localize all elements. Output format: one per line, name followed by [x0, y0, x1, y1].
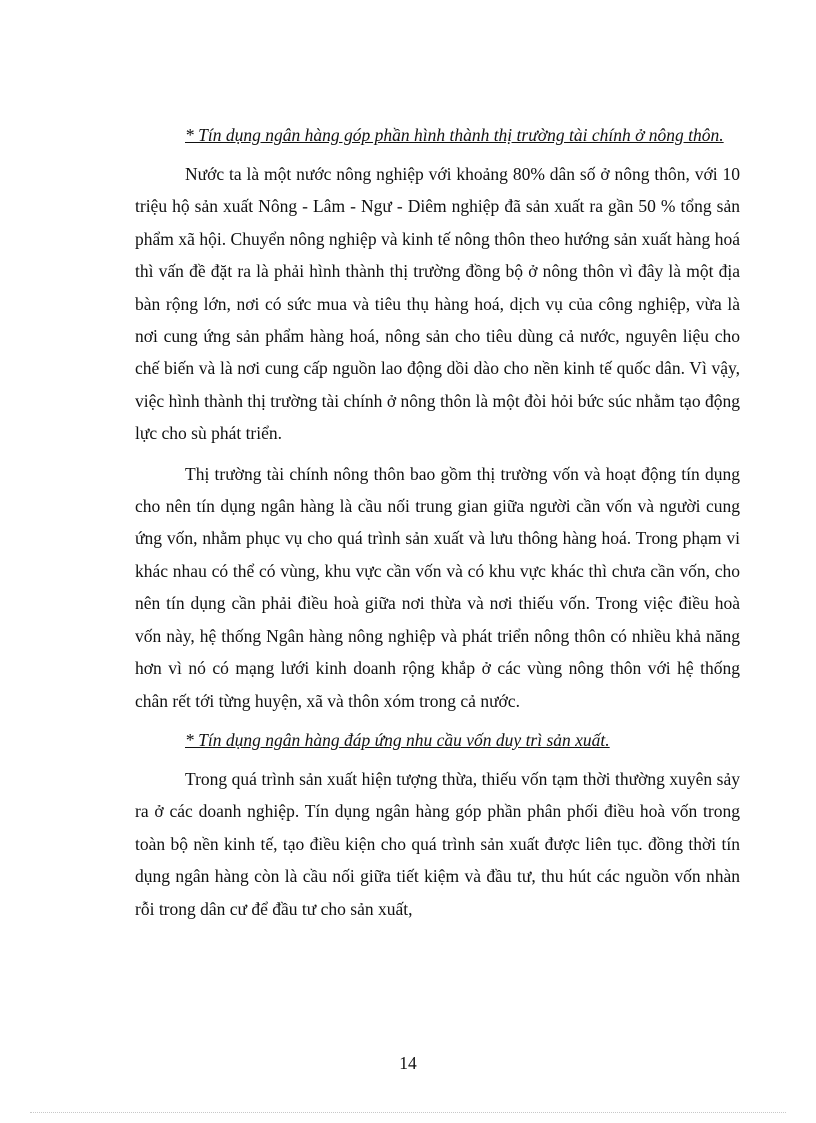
body-paragraph: Nước ta là một nước nông nghiệp với khoảng 80% dân số ở nông thôn, với 10 triệu hộ sản xuất Nông - Lâm - Ngư - Diêm nghiệp đã sản xuất ra gần 50 % tổng sản phẩm xã hội. Chuyển nông nghiệp và kinh tế nông thôn theo hướng sản xuất hàng hoá thì vấn đề đặt ra là phải hình thành thị trường đồng bộ ở nông thôn vì đây là một địa bàn rộng lớn, nơi có sức mua và tiêu thụ hàng hoá, dịch vụ của công nghiệp, vừa là nơi cung ứng sản phẩm hàng hoá, nông sản cho tiêu dùng cả nước, nguyên liệu cho chế biến và là nơi cung cấp nguồn lao động dồi dào cho nền kinh tế quốc dân. Vì vậy, việc hình thành thị trường tài chính ở nông thôn là một đòi hỏi bức súc nhằm tạo động lực cho sù phát triển. — [135, 164, 740, 444]
section-heading-capital-demand: * Tín dụng ngân hàng đáp ứng nhu cầu vốn duy trì sản xuất. — [185, 729, 610, 750]
section-heading-rural-financial-market: * Tín dụng ngân hàng góp phần hình thành thị trường tài chính ở nông thôn. — [185, 125, 724, 145]
body-paragraph: Thị trường tài chính nông thôn bao gồm thị trường vốn và hoạt động tín dụng cho nên tín dụng ngân hàng là cầu nối trung gian giữa người cần vốn và người cung ứng vốn, nhằm phục vụ cho quá trình sản xuất và lưu thông hàng hoá. Trong phạm vi khác nhau có thể có vùng, khu vực cần vốn và có khu vực khác thì chưa cần vốn, cho nên tín dụng cần phải điều hoà giữa nơi thừa và nơi thiếu vốn. Trong việc điều hoà vốn này, hệ thống Ngân hàng nông nghiệp và phát triển nông thôn có nhiều khả năng hơn vì nó có mạng lưới kinh doanh rộng khắp ở các vùng nông thôn với hệ thống chân rết tới từng huyện, xã và thôn xóm trong cả nước. — [135, 463, 740, 711]
page-bottom-border — [30, 1112, 786, 1113]
page-body — [135, 120, 740, 933]
body-paragraph: Trong quá trình sản xuất hiện tượng thừa, thiếu vốn tạm thời thường xuyên sảy ra ở các doanh nghiệp. Tín dụng ngân hàng góp phần phân phối điều hoà vốn trong toàn bộ nền kinh tế, tạo điều kiện cho quá trình sản xuất được liên tục. đồng thời tín dụng ngân hàng còn là cầu nối giữa tiết kiệm và đầu tư, thu hút các nguồn vốn nhàn rỗi trong dân cư để đầu tư cho sản xuất, — [135, 768, 740, 919]
page-number: 14 — [399, 1053, 417, 1073]
